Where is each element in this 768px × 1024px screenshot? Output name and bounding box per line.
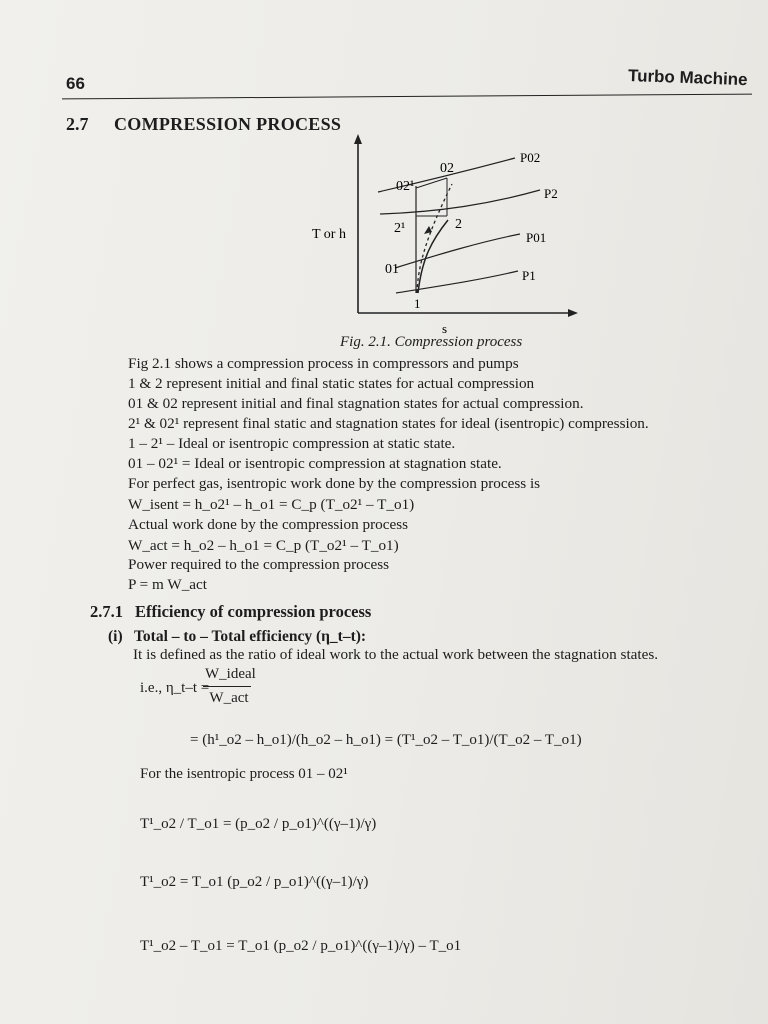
label-01: 01 (385, 262, 399, 277)
body-line-2: 1 & 2 represent initial and final static states for actual compression (128, 375, 535, 392)
subsection-heading (90, 602, 371, 622)
item-number: (i) (108, 628, 123, 645)
label-2-prime: 2¹ (394, 221, 406, 236)
running-head-title: Turbo Machine (627, 66, 748, 90)
body-line-7: For perfect gas, isentropic work done by the compression process is (128, 475, 541, 492)
equation-w-act: W_act = h_o2 – h_o1 = C_p (T_o2¹ – T_o1) (128, 537, 399, 554)
body-line-3: 01 & 02 represent initial and final stagnation states for actual compression. (128, 395, 584, 412)
header-rule (62, 94, 752, 100)
eq1-numerator: W_ideal (205, 666, 256, 682)
x-axis-label: s (442, 321, 448, 336)
section-title: COMPRESSION PROCESS (114, 114, 342, 134)
label-p2: P2 (544, 186, 558, 201)
page-number: 66 (66, 74, 85, 93)
subsection-title: Efficiency of compression process (135, 602, 372, 621)
body-line-6: 01 – 02¹ = Ideal or isentropic compression at stagnation state. (128, 455, 502, 472)
label-02-prime: 02¹ (396, 179, 415, 194)
pressure-line-p1 (396, 271, 518, 293)
label-p02: P02 (520, 150, 541, 165)
efficiency-item-heading (108, 628, 366, 646)
eq1-prefix-text: i.e., (140, 680, 163, 696)
eq2-efficiency-ratio: = (h¹_o2 – h_o1)/(h_o2 – h_o1) = (T¹_o2 – T_o1)/(T_o2 – T_o1) (190, 732, 582, 748)
eq5-temperature-difference: T¹_o2 – T_o1 = T_o1 (p_o2 / p_o1)^((γ–1)/γ) – T_o1 (140, 938, 462, 954)
eq1-lhs: η_t–t (165, 680, 198, 696)
eq1-fraction-bar (203, 686, 251, 687)
eq3-temperature-ratio: T¹_o2 / T_o1 = (p_o2 / p_o1)^((γ–1)/γ) (140, 816, 377, 832)
body-line-5: 1 – 2¹ – Ideal or isentropic compression at static state. (128, 435, 456, 452)
subsection-number: 2.7.1 (90, 602, 123, 621)
eq1-prefix: i.e., η_t–t = (140, 680, 210, 696)
pressure-line-p01 (395, 234, 520, 268)
figure-caption: Fig. 2.1. Compression process (340, 334, 523, 350)
eq1-denominator: W_act (209, 690, 249, 706)
compression-process-diagram (300, 128, 600, 336)
label-02: 02 (440, 161, 454, 176)
label-1: 1 (414, 296, 421, 311)
definition-text: It is defined as the ratio of ideal work to the actual work between the stagnation states. (133, 646, 659, 663)
x-axis-arrow (568, 309, 578, 317)
isentropic-process-note: For the isentropic process 01 – 02¹ (140, 766, 348, 782)
label-2: 2 (455, 217, 462, 232)
y-axis-label: T or h (312, 227, 346, 242)
eq4-temperature: T¹_o2 = T_o1 (p_o2 / p_o1)^((γ–1)/γ) (140, 874, 369, 890)
item-title: Total – to – Total efficiency (η_t–t): (134, 628, 367, 645)
y-axis-arrow (354, 134, 362, 144)
section-number: 2.7 (66, 114, 89, 134)
equation-power: P = m W_act (128, 576, 208, 593)
label-p1: P1 (522, 268, 536, 283)
body-line-4: 2¹ & 02¹ represent final static and stagnation states for ideal (isentropic) compression. (128, 415, 649, 432)
body-line-9: Actual work done by the compression process (128, 516, 409, 533)
body-line-1: Fig 2.1 shows a compression process in compressors and pumps (128, 355, 519, 372)
equation-w-isent: W_isent = h_o2¹ – h_o1 = C_p (T_o2¹ – T_o1) (128, 496, 415, 513)
label-p01: P01 (526, 230, 547, 245)
body-line-11: Power required to the compression process (128, 556, 390, 573)
